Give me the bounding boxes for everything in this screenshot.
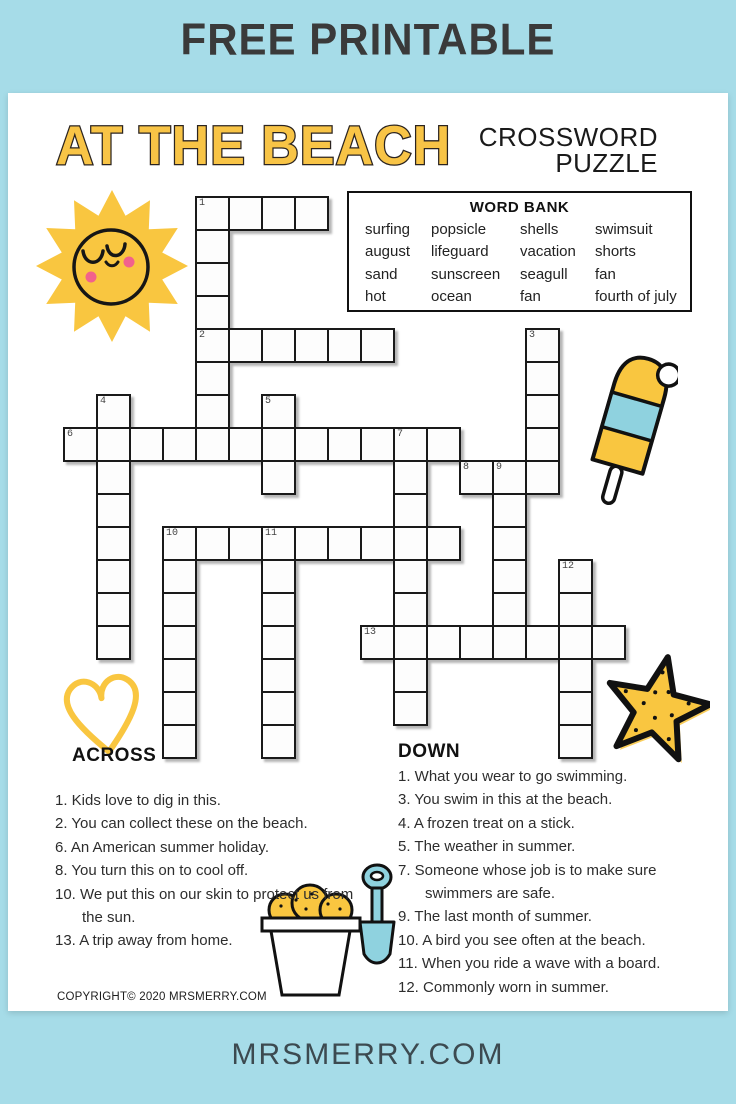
crossword-cell [459,625,494,660]
crossword-cell [261,658,296,693]
subtitle-line-2: PUZZLE [555,148,658,178]
crossword-cell [525,427,560,462]
crossword-cell [294,526,329,561]
crossword-cell [261,724,296,759]
crossword-cell [96,460,131,495]
cell-number: 12 [562,561,575,572]
crossword-cell [96,394,131,429]
crossword-cell [228,196,263,231]
crossword-cell [294,328,329,363]
crossword-cell [426,625,461,660]
word-bank-word: fan [520,288,541,306]
crossword-cell [360,328,395,363]
down-heading: DOWN [398,741,461,762]
crossword-cell [261,460,296,495]
word-bank-word: seagull [520,265,568,283]
across-clue: 2. You can collect these on the beach. [55,815,308,833]
crossword-cell [96,427,131,462]
crossword-cell [492,526,527,561]
word-bank-words [349,219,690,309]
crossword-cell [228,526,263,561]
word-bank-word: fourth of july [595,288,677,306]
crossword-cell [393,526,428,561]
cell-number: 2 [199,330,206,341]
crossword-cell [525,328,560,363]
down-clue: 9. The last month of summer. [398,908,592,926]
crossword-cell [525,460,560,495]
word-bank-word: sand [365,265,398,283]
subtitle-line-1: CROSSWORD [478,122,658,152]
crossword-cell [96,526,131,561]
cell-number: 3 [529,330,536,341]
crossword-cell [492,625,527,660]
crossword-cell [558,559,593,594]
crossword-cell [360,427,395,462]
crossword-cell [327,526,362,561]
crossword-cell [492,592,527,627]
crossword-cell [261,592,296,627]
word-bank-word: august [365,243,411,261]
crossword-cell [195,229,230,264]
crossword-cell [393,460,428,495]
cell-number: 10 [166,528,179,539]
word-bank-word: vacation [520,243,576,261]
word-bank-word: fan [595,265,616,283]
starfish-icon [605,648,710,763]
crossword-cell [393,559,428,594]
crossword-cell [393,427,428,462]
cell-number: 5 [265,396,272,407]
crossword-cell [360,625,395,660]
crossword-cell [228,427,263,462]
crossword-cell [393,658,428,693]
cell-number: 8 [463,462,470,473]
cell-number: 11 [265,528,278,539]
down-clues [398,765,698,999]
word-bank-word: surfing [365,221,411,238]
crossword-cell [261,559,296,594]
crossword-cell [96,625,131,660]
popsicle-icon [578,350,678,515]
crossword-cell [558,625,593,660]
crossword-cell [393,592,428,627]
cell-number: 7 [397,429,404,440]
free-printable-banner: FREE PRINTABLE [180,14,556,65]
crossword-cell [261,691,296,726]
crossword-cell [459,460,494,495]
crossword-cell [558,724,593,759]
crossword-cell [492,559,527,594]
word-bank-word: ocean [431,288,472,306]
crossword-cell [393,493,428,528]
across-clue: 8. You turn this on to cool off. [55,862,249,880]
crossword-cell [195,427,230,462]
word-bank-word: popsicle [431,221,487,238]
across-clue: 13. A trip away from home. [55,932,233,950]
crossword-cell [558,691,593,726]
crossword-cell [393,691,428,726]
down-clue: 12. Commonly worn in summer. [398,978,609,996]
copyright-text: COPYRIGHT© 2020 MRSMERRY.COM [57,991,267,1003]
crossword-cell [294,196,329,231]
across-clues [55,789,355,953]
crossword-cell [360,526,395,561]
crossword-cell [591,625,626,660]
crossword-cell [426,427,461,462]
cell-number: 6 [67,429,74,440]
crossword-cell [195,295,230,330]
word-bank-title: WORD BANK [469,199,570,216]
crossword-cell [261,394,296,429]
word-bank-word: swimsuit [595,221,653,238]
crossword-cell [558,658,593,693]
crossword-cell [195,394,230,429]
crossword-cell [162,658,197,693]
down-clue: 1. What you wear to go swimming. [398,768,628,785]
crossword-cell [195,196,230,231]
crossword-cell [162,526,197,561]
across-clue: 6. An American summer holiday. [55,838,269,856]
crossword-cell [492,493,527,528]
down-clue: 10. A bird you see often at the beach. [398,931,646,949]
crossword-cell [162,691,197,726]
word-bank-word: shorts [595,243,636,261]
crossword-cell [525,394,560,429]
across-clue: 10. We put this on our skin to protect us from the sun. [55,885,354,927]
crossword-cell [162,592,197,627]
crossword-cell [162,724,197,759]
crossword-cell [261,625,296,660]
crossword-cell [162,625,197,660]
crossword-cell [228,328,263,363]
page-subtitle [479,124,658,176]
crossword-cell [96,559,131,594]
crossword-cell [426,526,461,561]
page-title: AT THE BEACH [56,115,452,177]
cell-number: 1 [199,198,206,209]
word-bank [347,191,692,312]
crossword-cell [525,361,560,396]
site-footer-text: MRSMERRY.COM [231,1038,505,1071]
crossword-cell [261,328,296,363]
crossword-cell [195,328,230,363]
crossword-cell [558,592,593,627]
crossword-cell [393,625,428,660]
crossword-cell [525,625,560,660]
cell-number: 13 [364,627,377,638]
down-clue: 4. A frozen treat on a stick. [398,814,575,832]
down-clue: 5. The weather in summer. [398,838,576,856]
crossword-cell [129,427,164,462]
crossword-cell [195,526,230,561]
across-heading: ACROSS [72,745,157,766]
crossword-cell [195,361,230,396]
crossword-cell [63,427,98,462]
across-clue: 1. Kids love to dig in this. [55,792,221,809]
word-bank-word: lifeguard [431,243,489,261]
crossword-cell [327,427,362,462]
crossword-cell [162,427,197,462]
cell-number: 4 [100,396,107,407]
down-clue: 3. You swim in this at the beach. [398,791,613,809]
crossword-cell [96,592,131,627]
crossword-cell [294,427,329,462]
crossword-cell [96,493,131,528]
word-bank-word: shells [520,221,559,238]
crossword-cell [195,262,230,297]
sun-icon [28,186,200,346]
crossword-cell [261,526,296,561]
crossword-cell [261,427,296,462]
cell-number: 9 [496,462,503,473]
crossword-cell [492,460,527,495]
down-clue: 11. When you ride a wave with a board. [398,955,661,973]
crossword-cell [327,328,362,363]
word-bank-word: hot [365,288,386,306]
down-clue: 7. Someone whose job is to make sure swimmers are safe. [398,861,657,903]
word-bank-word: sunscreen [431,265,501,283]
crossword-cell [162,559,197,594]
crossword-cell [261,196,296,231]
